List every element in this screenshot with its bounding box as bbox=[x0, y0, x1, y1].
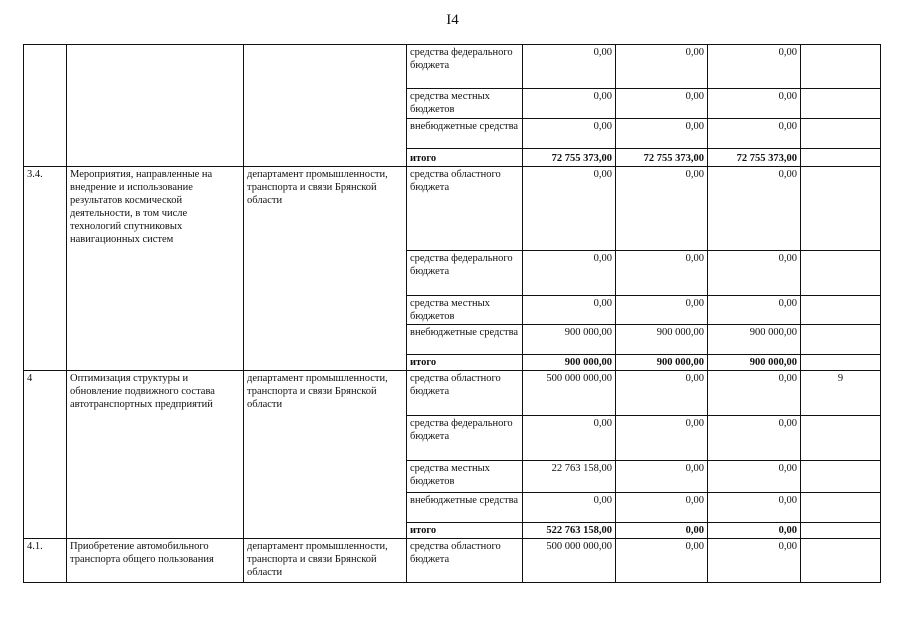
item-name-cell bbox=[67, 45, 244, 167]
indicator-cell bbox=[801, 119, 881, 149]
amount-year3-cell: 0,00 bbox=[708, 371, 801, 416]
funding-source-cell: средства федерального бюджета bbox=[407, 416, 523, 461]
table-row bbox=[24, 45, 881, 89]
indicator-cell bbox=[801, 355, 881, 371]
amount-year3-cell: 0,00 bbox=[708, 251, 801, 296]
amount-year1-cell: 0,00 bbox=[523, 89, 616, 119]
indicator-cell bbox=[801, 45, 881, 89]
item-executor-cell bbox=[244, 45, 407, 167]
funding-source-cell: внебюджетные средства bbox=[407, 325, 523, 355]
item-name-cell: Мероприятия, направленные на внедрение и использование результатов космической деятельности, в том числе технологий спутниковых навигационных систем bbox=[67, 167, 244, 371]
amount-year3-cell: 0,00 bbox=[708, 523, 801, 539]
amount-year3-cell: 0,00 bbox=[708, 416, 801, 461]
item-number-cell bbox=[24, 45, 67, 167]
indicator-cell bbox=[801, 149, 881, 167]
amount-year3-cell: 0,00 bbox=[708, 539, 801, 583]
amount-year1-cell: 500 000 000,00 bbox=[523, 539, 616, 583]
amount-year2-cell: 900 000,00 bbox=[616, 355, 708, 371]
amount-year1-cell: 72 755 373,00 bbox=[523, 149, 616, 167]
amount-year1-cell: 0,00 bbox=[523, 167, 616, 251]
funding-source-cell: средства местных бюджетов bbox=[407, 296, 523, 325]
funding-source-cell: внебюджетные средства bbox=[407, 493, 523, 523]
indicator-cell bbox=[801, 461, 881, 493]
page-number: I4 bbox=[446, 12, 459, 28]
amount-year1-cell: 522 763 158,00 bbox=[523, 523, 616, 539]
amount-year1-cell: 22 763 158,00 bbox=[523, 461, 616, 493]
amount-year1-cell: 0,00 bbox=[523, 119, 616, 149]
amount-year3-cell: 0,00 bbox=[708, 167, 801, 251]
amount-year2-cell: 0,00 bbox=[616, 493, 708, 523]
indicator-cell bbox=[801, 251, 881, 296]
funding-source-cell: итого bbox=[407, 355, 523, 371]
amount-year2-cell: 0,00 bbox=[616, 89, 708, 119]
table-row bbox=[24, 371, 881, 416]
funding-source-cell: средства областного бюджета bbox=[407, 539, 523, 583]
amount-year3-cell: 72 755 373,00 bbox=[708, 149, 801, 167]
funding-source-cell: итого bbox=[407, 523, 523, 539]
indicator-cell bbox=[801, 416, 881, 461]
amount-year3-cell: 0,00 bbox=[708, 89, 801, 119]
indicator-cell bbox=[801, 523, 881, 539]
amount-year3-cell: 0,00 bbox=[708, 296, 801, 325]
item-number-cell: 4.1. bbox=[24, 539, 67, 583]
item-executor-cell: департамент промышленности, транспорта и связи Брянской области bbox=[244, 167, 407, 371]
amount-year1-cell: 0,00 bbox=[523, 416, 616, 461]
amount-year2-cell: 900 000,00 bbox=[616, 325, 708, 355]
item-number-cell: 4 bbox=[24, 371, 67, 539]
funding-source-cell: средства областного бюджета bbox=[407, 167, 523, 251]
amount-year1-cell: 900 000,00 bbox=[523, 325, 616, 355]
amount-year2-cell: 72 755 373,00 bbox=[616, 149, 708, 167]
indicator-cell bbox=[801, 167, 881, 251]
table-row bbox=[24, 167, 881, 251]
table-row bbox=[24, 539, 881, 583]
funding-source-cell: средства федерального бюджета bbox=[407, 45, 523, 89]
amount-year3-cell: 900 000,00 bbox=[708, 325, 801, 355]
funding-source-cell: средства федерального бюджета bbox=[407, 251, 523, 296]
budget-table-body bbox=[24, 45, 881, 583]
amount-year1-cell: 0,00 bbox=[523, 251, 616, 296]
amount-year1-cell: 0,00 bbox=[523, 493, 616, 523]
indicator-cell bbox=[801, 296, 881, 325]
amount-year2-cell: 0,00 bbox=[616, 251, 708, 296]
amount-year3-cell: 900 000,00 bbox=[708, 355, 801, 371]
item-number-cell: 3.4. bbox=[24, 167, 67, 371]
indicator-cell bbox=[801, 325, 881, 355]
indicator-cell bbox=[801, 89, 881, 119]
amount-year1-cell: 500 000 000,00 bbox=[523, 371, 616, 416]
item-executor-cell: департамент промышленности, транспорта и связи Брянской области bbox=[244, 371, 407, 539]
amount-year2-cell: 0,00 bbox=[616, 523, 708, 539]
amount-year3-cell: 0,00 bbox=[708, 119, 801, 149]
amount-year2-cell: 0,00 bbox=[616, 45, 708, 89]
amount-year1-cell: 0,00 bbox=[523, 45, 616, 89]
amount-year2-cell: 0,00 bbox=[616, 296, 708, 325]
item-name-cell: Приобретение автомобильного транспорта общего пользования bbox=[67, 539, 244, 583]
amount-year2-cell: 0,00 bbox=[616, 119, 708, 149]
amount-year2-cell: 0,00 bbox=[616, 371, 708, 416]
amount-year2-cell: 0,00 bbox=[616, 539, 708, 583]
indicator-cell bbox=[801, 493, 881, 523]
amount-year1-cell: 0,00 bbox=[523, 296, 616, 325]
indicator-cell bbox=[801, 539, 881, 583]
amount-year2-cell: 0,00 bbox=[616, 461, 708, 493]
amount-year2-cell: 0,00 bbox=[616, 416, 708, 461]
amount-year3-cell: 0,00 bbox=[708, 493, 801, 523]
funding-source-cell: средства местных бюджетов bbox=[407, 461, 523, 493]
amount-year2-cell: 0,00 bbox=[616, 167, 708, 251]
indicator-cell: 9 bbox=[801, 371, 881, 416]
budget-table bbox=[23, 44, 881, 583]
amount-year3-cell: 0,00 bbox=[708, 45, 801, 89]
amount-year1-cell: 900 000,00 bbox=[523, 355, 616, 371]
funding-source-cell: средства областного бюджета bbox=[407, 371, 523, 416]
funding-source-cell: итого bbox=[407, 149, 523, 167]
amount-year3-cell: 0,00 bbox=[708, 461, 801, 493]
item-executor-cell: департамент промышленности, транспорта и связи Брянской области bbox=[244, 539, 407, 583]
item-name-cell: Оптимизация структуры и обновление подвижного состава автотранспортных предприятий bbox=[67, 371, 244, 539]
funding-source-cell: внебюджетные средства bbox=[407, 119, 523, 149]
funding-source-cell: средства местных бюджетов bbox=[407, 89, 523, 119]
